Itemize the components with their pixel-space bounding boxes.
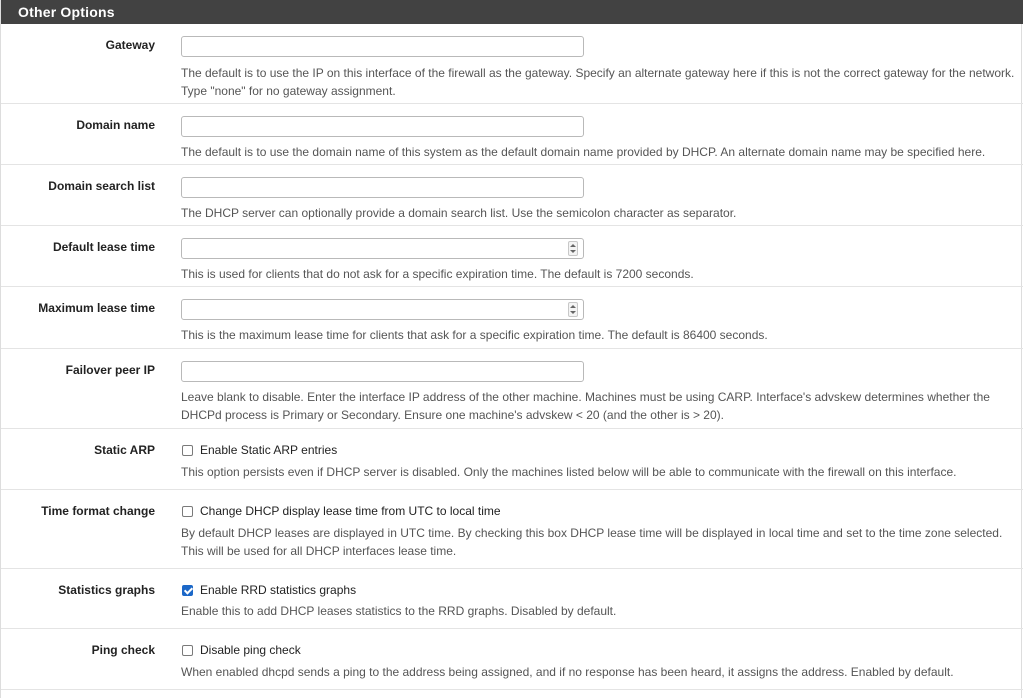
time-format-change-checkbox-label: Change DHCP display lease time from UTC to local time [200, 504, 501, 518]
domain-search-list-label: Domain search list [48, 179, 155, 193]
failover-peer-ip-input[interactable] [181, 361, 584, 382]
domain-name-input[interactable] [181, 116, 584, 137]
failover-peer-ip-help: Leave blank to disable. Enter the interface IP address of the other machine. Machines must be using CARP. Interface's advskew determines whether the DHCPd process is Primary or Secondary. Ensure one machine's advskew < 20 (and the other is > 20). [181, 390, 990, 422]
spinner-up-icon[interactable] [570, 305, 576, 308]
row-maximum-lease-time [1, 287, 1023, 349]
statistics-graphs-checkbox[interactable] [182, 585, 193, 596]
maximum-lease-time-spinner[interactable] [568, 302, 578, 317]
maximum-lease-time-label: Maximum lease time [38, 301, 155, 315]
domain-search-list-field-wrap [181, 177, 584, 198]
panel-title: Other Options [1, 0, 1023, 24]
domain-name-label: Domain name [76, 118, 155, 132]
time-format-change-option[interactable] [182, 504, 501, 518]
spinner-down-icon[interactable] [570, 311, 576, 314]
failover-peer-ip-field-wrap [181, 361, 584, 382]
ping-check-checkbox-label: Disable ping check [200, 643, 301, 657]
default-lease-time-number-field [181, 238, 584, 259]
static-arp-help: This option persists even if DHCP server is disabled. Only the machines listed below will be able to communicate with the firewall on this interface. [181, 465, 957, 479]
default-lease-time-label: Default lease time [52, 240, 155, 254]
row-domain-name [1, 104, 1023, 165]
gateway-input[interactable] [181, 36, 584, 57]
ping-check-label: Ping check [91, 643, 155, 657]
default-lease-time-spinner[interactable] [568, 241, 578, 256]
domain-search-list-input[interactable] [181, 177, 584, 198]
row-default-lease-time [1, 226, 1023, 287]
statistics-graphs-help: Enable this to add DHCP leases statistics to the RRD graphs. Disabled by default. [181, 604, 617, 618]
domain-search-list-help: The DHCP server can optionally provide a domain search list. Use the semicolon character as separator. [181, 206, 737, 220]
statistics-graphs-label: Statistics graphs [58, 583, 155, 597]
row-failover-peer-ip [1, 349, 1023, 429]
ping-check-help: When enabled dhcpd sends a ping to the address being assigned, and if no response has been heard, it assigns the address. Enabled by default. [181, 665, 954, 679]
failover-peer-ip-label: Failover peer IP [65, 363, 155, 377]
gateway-label: Gateway [105, 38, 155, 52]
time-format-change-checkbox[interactable] [182, 506, 193, 517]
ping-check-option[interactable] [182, 643, 301, 657]
default-lease-time-field-wrap [181, 238, 584, 259]
row-static-arp [1, 429, 1023, 490]
row-ping-check [1, 629, 1023, 690]
domain-name-field-wrap [181, 116, 584, 137]
gateway-help: The default is to use the IP on this interface of the firewall as the gateway. Specify an alternate gateway here if this is not the correct gateway for the network. Type "none" for no gateway assignment. [181, 66, 1015, 98]
gateway-field-wrap [181, 36, 584, 57]
maximum-lease-time-field-wrap [181, 299, 584, 320]
static-arp-option[interactable] [182, 443, 337, 457]
row-time-format-change [1, 490, 1023, 569]
time-format-change-label: Time format change [41, 504, 155, 518]
row-gateway [1, 24, 1023, 104]
ping-check-checkbox[interactable] [182, 645, 193, 656]
statistics-graphs-checkbox-label: Enable RRD statistics graphs [200, 583, 357, 597]
static-arp-checkbox[interactable] [182, 445, 193, 456]
row-domain-search-list [1, 165, 1023, 226]
time-format-change-help: By default DHCP leases are displayed in UTC time. By checking this box DHCP lease time will be displayed in local time and set to the time zone selected. This will be used for all DHCP interfaces lease time. [181, 526, 1003, 558]
row-statistics-graphs [1, 569, 1023, 629]
static-arp-checkbox-label: Enable Static ARP entries [200, 443, 338, 457]
spinner-up-icon[interactable] [570, 244, 576, 247]
static-arp-label: Static ARP [94, 443, 155, 457]
default-lease-time-input[interactable] [181, 238, 584, 259]
statistics-graphs-option[interactable] [182, 583, 356, 597]
maximum-lease-time-help: This is the maximum lease time for clients that ask for a specific expiration time. The default is 86400 seconds. [181, 328, 768, 342]
domain-name-help: The default is to use the domain name of this system as the default domain name provided by DHCP. An alternate domain name may be specified here. [181, 145, 986, 159]
default-lease-time-help: This is used for clients that do not ask for a specific expiration time. The default is 7200 seconds. [181, 267, 694, 281]
maximum-lease-time-number-field [181, 299, 584, 320]
spinner-down-icon[interactable] [570, 250, 576, 253]
maximum-lease-time-input[interactable] [181, 299, 584, 320]
